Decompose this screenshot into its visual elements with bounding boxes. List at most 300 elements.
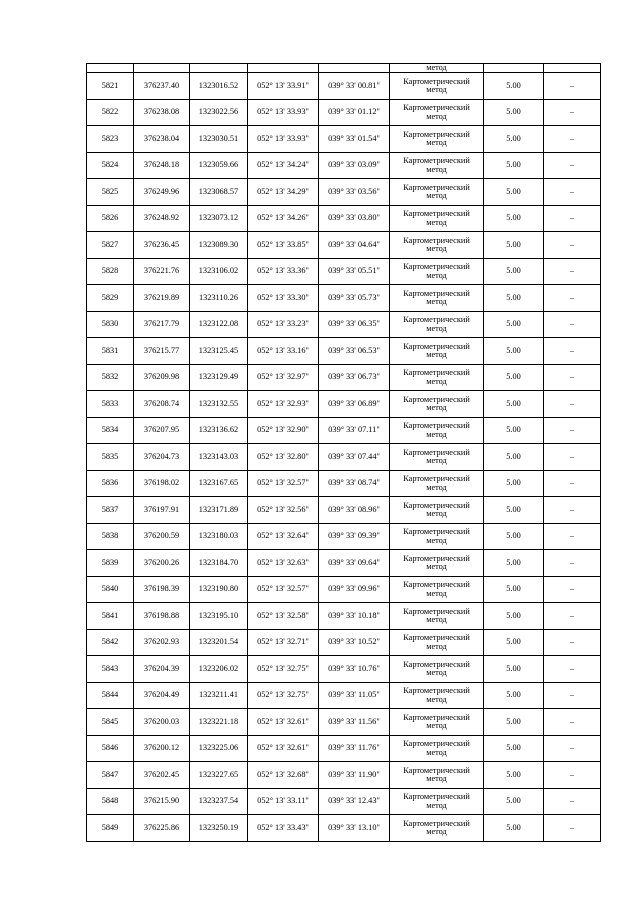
method-cell <box>390 629 484 656</box>
note-cell: – <box>544 815 601 842</box>
method-line-1: Картометрический <box>403 103 470 113</box>
note-cell: – <box>544 232 601 259</box>
method-line-2: метод <box>426 138 447 148</box>
method-cell <box>390 444 484 471</box>
longitude-cell: 039° 33' 07.11" <box>319 417 390 444</box>
latitude-cell: 052° 13' 32.64" <box>248 523 319 550</box>
method-line-1: Картометрический <box>403 818 470 828</box>
longitude-cell: 039° 33' 08.74" <box>319 470 390 497</box>
method-line-2: метод <box>426 562 447 572</box>
latitude-cell: 052° 13' 33.85" <box>248 232 319 259</box>
y-coordinate-cell: 1323184.70 <box>190 550 248 577</box>
x-coordinate-cell: 376200.03 <box>134 709 190 736</box>
accuracy-cell: 5.00 <box>484 417 544 444</box>
point-number-cell: 5827 <box>87 232 134 259</box>
coordinates-table <box>86 63 601 842</box>
y-coordinate-cell: 1323022.56 <box>190 99 248 126</box>
method-line-1: Картометрический <box>403 606 470 616</box>
accuracy-cell: 5.00 <box>484 497 544 524</box>
method-line-1: Картометрический <box>403 474 470 484</box>
method-line-1: Картометрический <box>403 792 470 802</box>
accuracy-cell: 5.00 <box>484 603 544 630</box>
x-coordinate-cell: 376215.77 <box>134 338 190 365</box>
method-cell <box>390 762 484 789</box>
note-cell: – <box>544 73 601 100</box>
x-coordinate-cell: 376219.89 <box>134 285 190 312</box>
point-number-cell: 5824 <box>87 152 134 179</box>
latitude-cell: 052° 13' 32.57" <box>248 470 319 497</box>
method-cell <box>390 73 484 100</box>
y-coordinate-cell: 1323110.26 <box>190 285 248 312</box>
x-coordinate-cell: 376217.79 <box>134 311 190 338</box>
latitude-cell: 052° 13' 32.75" <box>248 682 319 709</box>
point-number-cell: 5842 <box>87 629 134 656</box>
table-row <box>87 497 601 524</box>
method-line-2: метод <box>426 350 447 360</box>
point-number-cell: 5841 <box>87 603 134 630</box>
method-line-1: Картометрический <box>403 686 470 696</box>
x-coordinate-cell: 376221.76 <box>134 258 190 285</box>
latitude-cell: 052° 13' 34.26" <box>248 205 319 232</box>
x-coordinate-cell: 376198.88 <box>134 603 190 630</box>
method-line-2: метод <box>426 191 447 201</box>
method-cell <box>390 523 484 550</box>
longitude-cell: 039° 33' 11.90" <box>319 762 390 789</box>
method-line-1: Картометрический <box>403 739 470 749</box>
y-coordinate-cell: 1323136.62 <box>190 417 248 444</box>
method-line-2: метод <box>426 482 447 492</box>
longitude-cell: 039° 33' 06.73" <box>319 364 390 391</box>
x-coordinate-cell: 376197.91 <box>134 497 190 524</box>
longitude-cell: 039° 33' 06.35" <box>319 311 390 338</box>
table-row <box>87 417 601 444</box>
method-line-2: метод <box>426 429 447 439</box>
accuracy-cell: 5.00 <box>484 338 544 365</box>
note-cell: – <box>544 629 601 656</box>
latitude-cell: 052° 13' 32.90" <box>248 417 319 444</box>
accuracy-cell: 5.00 <box>484 205 544 232</box>
latitude-cell: 052° 13' 32.57" <box>248 576 319 603</box>
method-line-1: Картометрический <box>403 527 470 537</box>
table-row <box>87 232 601 259</box>
longitude-cell: 039° 33' 06.89" <box>319 391 390 418</box>
method-cell <box>390 338 484 365</box>
note-cell: – <box>544 497 601 524</box>
method-line-1: Картометрический <box>403 633 470 643</box>
y-coordinate-cell: 1323059.66 <box>190 152 248 179</box>
note-cell: – <box>544 285 601 312</box>
longitude-cell: 039° 33' 09.96" <box>319 576 390 603</box>
table-cell <box>87 64 134 73</box>
latitude-cell: 052° 13' 32.75" <box>248 656 319 683</box>
method-line-1: Картометрический <box>403 315 470 325</box>
method-line-2: метод <box>426 403 447 413</box>
y-coordinate-cell: 1323125.45 <box>190 338 248 365</box>
continuation-row <box>87 64 601 73</box>
latitude-cell: 052° 13' 33.43" <box>248 815 319 842</box>
table-cell <box>544 64 601 73</box>
table-row <box>87 550 601 577</box>
method-fragment-cell: метод <box>390 64 484 73</box>
table-cell <box>484 64 544 73</box>
x-coordinate-cell: 376215.90 <box>134 788 190 815</box>
accuracy-cell: 5.00 <box>484 815 544 842</box>
accuracy-cell: 5.00 <box>484 550 544 577</box>
accuracy-cell: 5.00 <box>484 682 544 709</box>
method-line-2: метод <box>426 535 447 545</box>
method-line-1: Картометрический <box>403 288 470 298</box>
accuracy-cell: 5.00 <box>484 576 544 603</box>
accuracy-cell: 5.00 <box>484 762 544 789</box>
table-row <box>87 523 601 550</box>
method-line-2: метод <box>426 509 447 519</box>
method-line-2: метод <box>426 641 447 651</box>
y-coordinate-cell: 1323227.65 <box>190 762 248 789</box>
longitude-cell: 039° 33' 11.76" <box>319 735 390 762</box>
latitude-cell: 052° 13' 32.80" <box>248 444 319 471</box>
accuracy-cell: 5.00 <box>484 126 544 153</box>
table-row <box>87 735 601 762</box>
accuracy-cell: 5.00 <box>484 179 544 206</box>
x-coordinate-cell: 376236.45 <box>134 232 190 259</box>
longitude-cell: 039° 33' 05.51" <box>319 258 390 285</box>
method-line-2: метод <box>426 721 447 731</box>
method-line-2: метод <box>426 297 447 307</box>
method-line-1: Картометрический <box>403 553 470 563</box>
note-cell: – <box>544 179 601 206</box>
y-coordinate-cell: 1323129.49 <box>190 364 248 391</box>
point-number-cell: 5828 <box>87 258 134 285</box>
method-line-2: метод <box>426 588 447 598</box>
accuracy-cell: 5.00 <box>484 470 544 497</box>
method-cell <box>390 232 484 259</box>
method-line-2: метод <box>426 694 447 704</box>
latitude-cell: 052° 13' 32.58" <box>248 603 319 630</box>
method-line-2: метод <box>426 85 447 95</box>
y-coordinate-cell: 1323132.55 <box>190 391 248 418</box>
y-coordinate-cell: 1323167.65 <box>190 470 248 497</box>
x-coordinate-cell: 376204.39 <box>134 656 190 683</box>
method-line-2: метод <box>426 323 447 333</box>
y-coordinate-cell: 1323073.12 <box>190 205 248 232</box>
x-coordinate-cell: 376225.86 <box>134 815 190 842</box>
y-coordinate-cell: 1323221.18 <box>190 709 248 736</box>
method-cell <box>390 152 484 179</box>
method-cell <box>390 285 484 312</box>
method-cell <box>390 364 484 391</box>
latitude-cell: 052° 13' 32.68" <box>248 762 319 789</box>
note-cell: – <box>544 258 601 285</box>
table-row <box>87 338 601 365</box>
method-line-2: метод <box>426 111 447 121</box>
longitude-cell: 039° 33' 09.64" <box>319 550 390 577</box>
point-number-cell: 5826 <box>87 205 134 232</box>
accuracy-cell: 5.00 <box>484 709 544 736</box>
point-number-cell: 5840 <box>87 576 134 603</box>
x-coordinate-cell: 376207.95 <box>134 417 190 444</box>
y-coordinate-cell: 1323068.57 <box>190 179 248 206</box>
x-coordinate-cell: 376237.40 <box>134 73 190 100</box>
latitude-cell: 052° 13' 33.93" <box>248 126 319 153</box>
table-row <box>87 656 601 683</box>
method-line-1: Картометрический <box>403 156 470 166</box>
accuracy-cell: 5.00 <box>484 523 544 550</box>
latitude-cell: 052° 13' 32.63" <box>248 550 319 577</box>
longitude-cell: 039° 33' 08.96" <box>319 497 390 524</box>
method-cell <box>390 391 484 418</box>
table-row <box>87 179 601 206</box>
table-row <box>87 444 601 471</box>
latitude-cell: 052° 13' 32.71" <box>248 629 319 656</box>
x-coordinate-cell: 376209.98 <box>134 364 190 391</box>
latitude-cell: 052° 13' 33.30" <box>248 285 319 312</box>
accuracy-cell: 5.00 <box>484 311 544 338</box>
table-row <box>87 205 601 232</box>
method-line-1: Картометрический <box>403 765 470 775</box>
note-cell: – <box>544 126 601 153</box>
accuracy-cell: 5.00 <box>484 232 544 259</box>
table-row <box>87 391 601 418</box>
note-cell: – <box>544 338 601 365</box>
point-number-cell: 5837 <box>87 497 134 524</box>
method-line-1: Картометрический <box>403 421 470 431</box>
accuracy-cell: 5.00 <box>484 285 544 312</box>
latitude-cell: 052° 13' 32.56" <box>248 497 319 524</box>
note-cell: – <box>544 550 601 577</box>
accuracy-cell: 5.00 <box>484 735 544 762</box>
method-line-1: Картометрический <box>403 394 470 404</box>
method-cell <box>390 311 484 338</box>
latitude-cell: 052° 13' 33.11" <box>248 788 319 815</box>
accuracy-cell: 5.00 <box>484 99 544 126</box>
point-number-cell: 5833 <box>87 391 134 418</box>
method-line-1: Картометрический <box>403 235 470 245</box>
method-cell <box>390 603 484 630</box>
note-cell: – <box>544 152 601 179</box>
x-coordinate-cell: 376208.74 <box>134 391 190 418</box>
x-coordinate-cell: 376204.49 <box>134 682 190 709</box>
method-cell <box>390 550 484 577</box>
y-coordinate-cell: 1323171.89 <box>190 497 248 524</box>
point-number-cell: 5843 <box>87 656 134 683</box>
x-coordinate-cell: 376200.12 <box>134 735 190 762</box>
method-line-2: метод <box>426 244 447 254</box>
accuracy-cell: 5.00 <box>484 258 544 285</box>
point-number-cell: 5834 <box>87 417 134 444</box>
method-cell <box>390 788 484 815</box>
x-coordinate-cell: 376202.93 <box>134 629 190 656</box>
longitude-cell: 039° 33' 09.39" <box>319 523 390 550</box>
table-row <box>87 258 601 285</box>
table-cell <box>248 64 319 73</box>
note-cell: – <box>544 709 601 736</box>
table-row <box>87 815 601 842</box>
y-coordinate-cell: 1323206.02 <box>190 656 248 683</box>
y-coordinate-cell: 1323195.10 <box>190 603 248 630</box>
latitude-cell: 052° 13' 32.61" <box>248 735 319 762</box>
table-cell <box>190 64 248 73</box>
y-coordinate-cell: 1323106.02 <box>190 258 248 285</box>
point-number-cell: 5849 <box>87 815 134 842</box>
table-row <box>87 364 601 391</box>
latitude-cell: 052° 13' 33.23" <box>248 311 319 338</box>
table-row <box>87 73 601 100</box>
method-line-1: Картометрический <box>403 659 470 669</box>
method-line-2: метод <box>426 668 447 678</box>
table-row <box>87 470 601 497</box>
point-number-cell: 5830 <box>87 311 134 338</box>
method-line-1: Картометрический <box>403 500 470 510</box>
longitude-cell: 039° 33' 00.81" <box>319 73 390 100</box>
x-coordinate-cell: 376204.73 <box>134 444 190 471</box>
table-row <box>87 682 601 709</box>
x-coordinate-cell: 376249.96 <box>134 179 190 206</box>
accuracy-cell: 5.00 <box>484 444 544 471</box>
latitude-cell: 052° 13' 33.93" <box>248 99 319 126</box>
longitude-cell: 039° 33' 05.73" <box>319 285 390 312</box>
y-coordinate-cell: 1323122.08 <box>190 311 248 338</box>
method-line-1: Картометрический <box>403 209 470 219</box>
method-cell <box>390 815 484 842</box>
note-cell: – <box>544 576 601 603</box>
latitude-cell: 052° 13' 33.36" <box>248 258 319 285</box>
latitude-cell: 052° 13' 32.97" <box>248 364 319 391</box>
point-number-cell: 5821 <box>87 73 134 100</box>
method-cell <box>390 735 484 762</box>
x-coordinate-cell: 376200.26 <box>134 550 190 577</box>
x-coordinate-cell: 376200.59 <box>134 523 190 550</box>
accuracy-cell: 5.00 <box>484 788 544 815</box>
longitude-cell: 039° 33' 01.12" <box>319 99 390 126</box>
table-row <box>87 126 601 153</box>
point-number-cell: 5845 <box>87 709 134 736</box>
method-line-2: метод <box>426 456 447 466</box>
latitude-cell: 052° 13' 33.16" <box>248 338 319 365</box>
method-cell <box>390 99 484 126</box>
x-coordinate-cell: 376238.04 <box>134 126 190 153</box>
method-cell <box>390 656 484 683</box>
table-cell <box>134 64 190 73</box>
longitude-cell: 039° 33' 10.52" <box>319 629 390 656</box>
y-coordinate-cell: 1323030.51 <box>190 126 248 153</box>
note-cell: – <box>544 762 601 789</box>
note-cell: – <box>544 603 601 630</box>
longitude-cell: 039° 33' 13.10" <box>319 815 390 842</box>
longitude-cell: 039° 33' 12.43" <box>319 788 390 815</box>
point-number-cell: 5829 <box>87 285 134 312</box>
point-number-cell: 5822 <box>87 99 134 126</box>
method-cell <box>390 205 484 232</box>
table-row <box>87 311 601 338</box>
longitude-cell: 039° 33' 07.44" <box>319 444 390 471</box>
method-cell <box>390 682 484 709</box>
y-coordinate-cell: 1323225.06 <box>190 735 248 762</box>
point-number-cell: 5848 <box>87 788 134 815</box>
method-line-2: метод <box>426 270 447 280</box>
note-cell: – <box>544 99 601 126</box>
method-line-2: метод <box>426 800 447 810</box>
table-row <box>87 709 601 736</box>
method-line-1: Картометрический <box>403 580 470 590</box>
method-cell <box>390 497 484 524</box>
method-cell <box>390 179 484 206</box>
method-cell <box>390 576 484 603</box>
point-number-cell: 5835 <box>87 444 134 471</box>
table-row <box>87 629 601 656</box>
point-number-cell: 5846 <box>87 735 134 762</box>
point-number-cell: 5832 <box>87 364 134 391</box>
table-row <box>87 603 601 630</box>
point-number-cell: 5836 <box>87 470 134 497</box>
x-coordinate-cell: 376238.08 <box>134 99 190 126</box>
note-cell: – <box>544 391 601 418</box>
point-number-cell: 5823 <box>87 126 134 153</box>
method-line-1: Картометрический <box>403 76 470 86</box>
y-coordinate-cell: 1323211.41 <box>190 682 248 709</box>
x-coordinate-cell: 376248.92 <box>134 205 190 232</box>
point-number-cell: 5839 <box>87 550 134 577</box>
method-cell <box>390 470 484 497</box>
method-line-1: Картометрический <box>403 341 470 351</box>
longitude-cell: 039° 33' 10.18" <box>319 603 390 630</box>
x-coordinate-cell: 376198.39 <box>134 576 190 603</box>
latitude-cell: 052° 13' 32.93" <box>248 391 319 418</box>
accuracy-cell: 5.00 <box>484 152 544 179</box>
method-line-2: метод <box>426 164 447 174</box>
method-line-1: Картометрический <box>403 447 470 457</box>
table-row <box>87 788 601 815</box>
method-cell <box>390 126 484 153</box>
x-coordinate-cell: 376248.18 <box>134 152 190 179</box>
method-line-2: метод <box>426 774 447 784</box>
method-line-2: метод <box>426 615 447 625</box>
note-cell: – <box>544 470 601 497</box>
method-line-2: метод <box>426 827 447 837</box>
table-row <box>87 762 601 789</box>
longitude-cell: 039° 33' 04.64" <box>319 232 390 259</box>
y-coordinate-cell: 1323089.30 <box>190 232 248 259</box>
longitude-cell: 039° 33' 03.56" <box>319 179 390 206</box>
table-row <box>87 285 601 312</box>
note-cell: – <box>544 417 601 444</box>
method-cell <box>390 709 484 736</box>
accuracy-cell: 5.00 <box>484 391 544 418</box>
note-cell: – <box>544 682 601 709</box>
longitude-cell: 039° 33' 10.76" <box>319 656 390 683</box>
latitude-cell: 052° 13' 34.24" <box>248 152 319 179</box>
table-row <box>87 152 601 179</box>
latitude-cell: 052° 13' 34.29" <box>248 179 319 206</box>
table-row <box>87 99 601 126</box>
note-cell: – <box>544 788 601 815</box>
accuracy-cell: 5.00 <box>484 364 544 391</box>
x-coordinate-cell: 376202.45 <box>134 762 190 789</box>
point-number-cell: 5844 <box>87 682 134 709</box>
note-cell: – <box>544 656 601 683</box>
note-cell: – <box>544 444 601 471</box>
longitude-cell: 039° 33' 01.54" <box>319 126 390 153</box>
y-coordinate-cell: 1323250.19 <box>190 815 248 842</box>
method-line-1: Картометрический <box>403 262 470 272</box>
point-number-cell: 5838 <box>87 523 134 550</box>
accuracy-cell: 5.00 <box>484 73 544 100</box>
table-row <box>87 576 601 603</box>
y-coordinate-cell: 1323190.80 <box>190 576 248 603</box>
y-coordinate-cell: 1323201.54 <box>190 629 248 656</box>
method-line-1: Картометрический <box>403 368 470 378</box>
longitude-cell: 039° 33' 11.05" <box>319 682 390 709</box>
note-cell: – <box>544 735 601 762</box>
